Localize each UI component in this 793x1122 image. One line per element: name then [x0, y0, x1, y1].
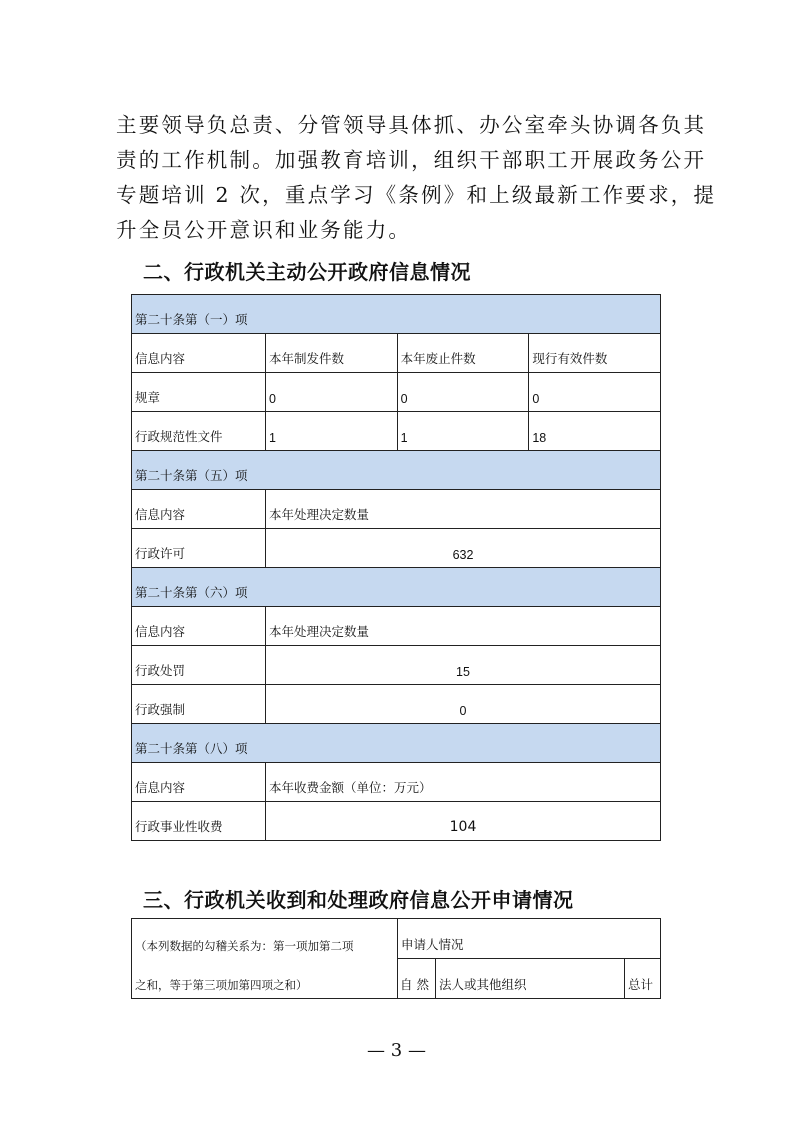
cell: 0: [266, 373, 398, 412]
header-cell: 信息内容: [132, 490, 266, 529]
cell: 0: [397, 373, 529, 412]
cell: 15: [266, 646, 661, 685]
cell: 行政规范性文件: [132, 412, 266, 451]
section-title: 第二十条第（六）项: [132, 568, 661, 607]
header-cell: 自 然: [398, 959, 436, 999]
table-row: [132, 646, 661, 685]
note-cell: 之和，等于第三项加第四项之和）: [132, 959, 398, 999]
cell: 行政许可: [132, 529, 266, 568]
paragraph-line: 升全员公开意识和业务能力。: [116, 218, 412, 242]
note-cell: （本列数据的勾稽关系为：第一项加第二项: [132, 919, 398, 959]
cell: 行政强制: [132, 685, 266, 724]
header-cell: 本年处理决定数量: [266, 607, 661, 646]
cell: 18: [529, 412, 661, 451]
application-table: [131, 918, 661, 999]
section-heading-2: 二、行政机关主动公开政府信息情况: [143, 260, 471, 284]
header-cell: 信息内容: [132, 763, 266, 802]
cell: 0: [266, 685, 661, 724]
proactive-disclosure-table: [131, 294, 661, 841]
section-title: 第二十条第（五）项: [132, 451, 661, 490]
header-cell: 信息内容: [132, 607, 266, 646]
paragraph-line: 主要领导负总责、分管领导具体抓、办公室牵头协调各负其: [116, 113, 707, 137]
table-row: [132, 529, 661, 568]
header-cell: 信息内容: [132, 334, 266, 373]
cell: 行政事业性收费: [132, 802, 266, 841]
cell: 行政处罚: [132, 646, 266, 685]
header-cell: 本年废止件数: [397, 334, 529, 373]
table-row: [132, 373, 661, 412]
body-paragraph: [116, 108, 717, 248]
cell: 0: [529, 373, 661, 412]
header-cell: 总计: [625, 959, 661, 999]
header-cell: 法人或其他组织: [436, 959, 625, 999]
section-title: 第二十条第（八）项: [132, 724, 661, 763]
cell: 1: [397, 412, 529, 451]
cell: 104: [266, 802, 661, 841]
header-cell: 本年收费金额（单位：万元）: [266, 763, 661, 802]
cell: 1: [266, 412, 398, 451]
cell: 632: [266, 529, 661, 568]
header-cell: 现行有效件数: [529, 334, 661, 373]
header-cell: 本年处理决定数量: [266, 490, 661, 529]
section-title: 第二十条第（一）项: [132, 295, 661, 334]
table-row: [132, 802, 661, 841]
paragraph-line: 专题培训 2 次，重点学习《条例》和上级最新工作要求，提: [116, 183, 717, 207]
section-heading-3: 三、行政机关收到和处理政府信息公开申请情况: [143, 888, 574, 912]
table-row: [132, 685, 661, 724]
table-row: [132, 412, 661, 451]
cell: 规章: [132, 373, 266, 412]
header-cell: 本年制发件数: [266, 334, 398, 373]
paragraph-line: 责的工作机制。加强教育培训，组织干部职工开展政务公开: [116, 148, 707, 172]
header-cell: 申请人情况: [398, 919, 661, 959]
page-number: — 3 —: [367, 1040, 426, 1061]
